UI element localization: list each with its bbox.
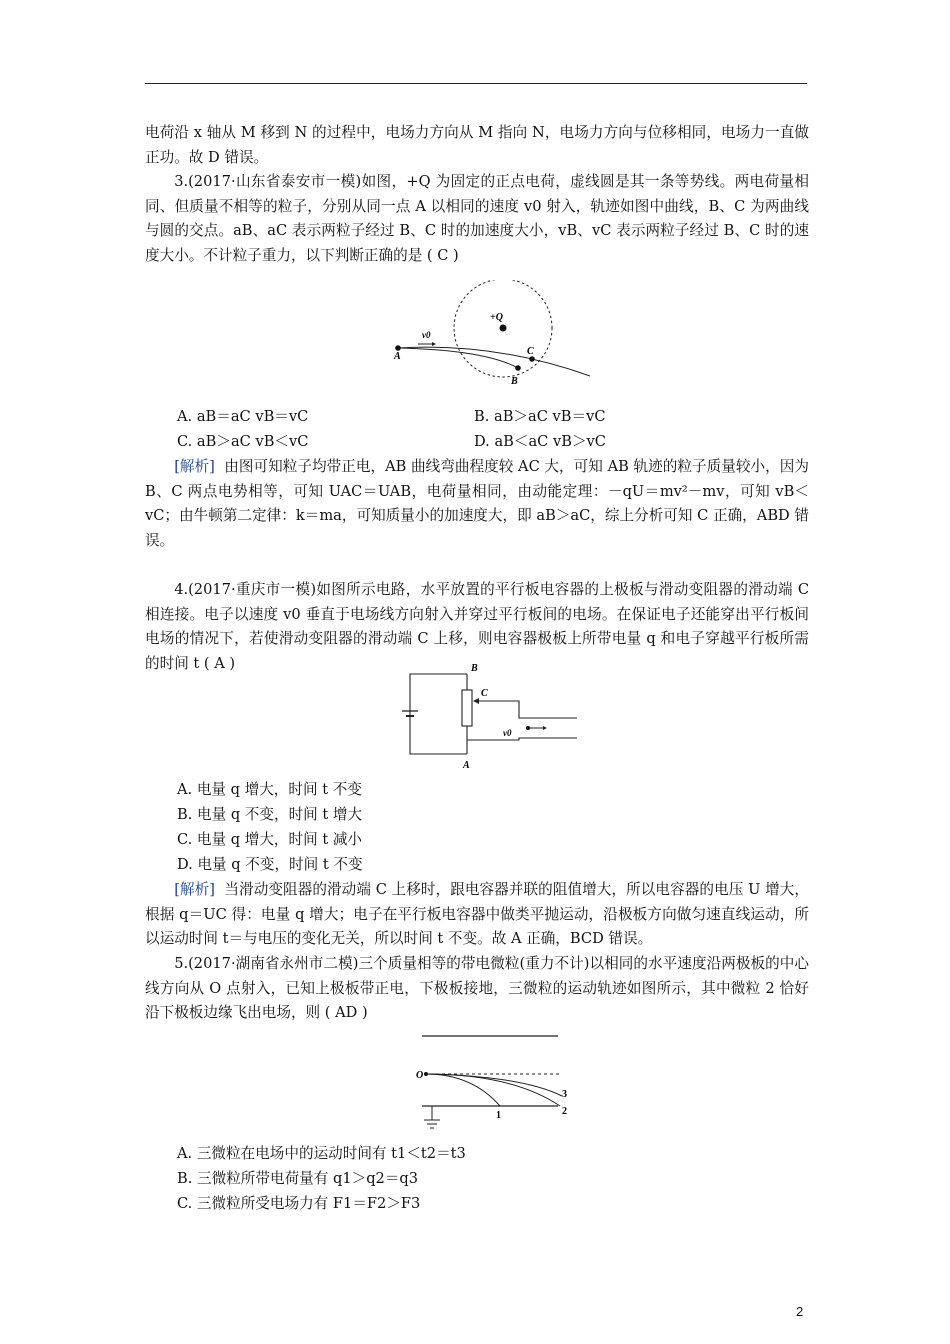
analysis-text: 当滑动变阻器的滑动端 C 上移时，跟电容器并联的阻值增大，所以电容器的电压 U 增大，根据 q＝UC 得：电量 q 增大；电子在平行板电容器中做类平抛运动，沿极板方向做匀速直线运动，所以运动时间 t＝与电压的变化无关，所以时间 t 不变。故 A 正确，BCD 错误。 — [145, 881, 810, 947]
label-b: B — [511, 376, 518, 387]
question-3-figure — [390, 280, 600, 390]
label-b: B — [471, 663, 478, 674]
q5-option-c: C. 三微粒所受电场力有 F1＝F2＞F3 — [177, 1195, 421, 1212]
label-v0: v0 — [503, 728, 512, 738]
trajectory-ab — [398, 348, 518, 368]
label-a: A — [463, 760, 470, 771]
velocity-arrowhead — [432, 342, 436, 346]
question-4-figure — [395, 660, 585, 772]
q3-option-b: B. aB＞aC vB＝vC — [474, 408, 606, 425]
label-c: C — [527, 346, 534, 357]
q4-analysis — [145, 878, 809, 952]
paragraph-continuation: 电荷沿 x 轴从 M 移到 N 的过程中，电场力方向从 M 指向 N，电场力方向与位移相同，电场力一直做正功。故 D 错误。 — [145, 124, 809, 166]
page-number: 2 — [796, 1304, 804, 1319]
point-c-dot — [529, 356, 535, 362]
label-1: 1 — [496, 1110, 501, 1121]
electron-arrowhead — [543, 726, 547, 730]
charge-q-dot — [500, 325, 507, 332]
q3-option-d: D. aB＜aC vB＞vC — [474, 433, 606, 450]
q5-option-b: B. 三微粒所带电荷量有 q1＞q2＝q3 — [177, 1170, 419, 1187]
analysis-tag: [解析] — [174, 458, 215, 475]
circuit-wires — [410, 674, 467, 754]
question-4-stem: 4.(2017·重庆市一模)如图所示电路，水平放置的平行板电容器的上极板与滑动变阻器的滑动端 C 相连接。电子以速度 v0 垂直于电场线方向射入并穿过平行板间的电场。在保证电子还能穿出平行板间电场的情况下，若使滑动变阻器的滑动端 C 上移，则电容器极板上所带电量 q 和电子穿越平行板所需的时间 t ( A ) — [145, 581, 809, 672]
label-a: A — [394, 351, 401, 362]
question-5-figure — [412, 1030, 587, 1138]
trajectory-3 — [426, 1074, 562, 1096]
point-a-dot — [395, 345, 401, 351]
lower-plate-wire — [467, 738, 577, 740]
q3-option-c: C. aB＞aC vB＜vC — [177, 433, 309, 450]
analysis-tag: [解析] — [174, 881, 215, 898]
label-o: O — [416, 1070, 424, 1081]
question-3-stem: 3.(2017·山东省泰安市一模)如图，+Q 为固定的正点电荷，虚线圆是其一条等势线。两电荷量相同、但质量不相等的粒子，分别从同一点 A 以相同的速度 v0 射入，轨迹如图中曲线，B、C 为两曲线与圆的交点。aB、aC 表示两粒子经过 B、C 时的加速度大小，vB、vC 表示两粒子经过 B、C 时的速度大小。不计粒子重力，以下判断正确的是 ( C ) — [145, 173, 809, 264]
q3-analysis — [145, 455, 809, 553]
electron-dot — [526, 726, 530, 730]
q4-option-a: A. 电量 q 增大，时间 t 不变 — [177, 781, 362, 798]
rheostat — [462, 690, 472, 726]
q4-option-b: B. 电量 q 不变，时间 t 增大 — [177, 806, 363, 823]
q4-option-d: D. 电量 q 不变，时间 t 不变 — [177, 856, 363, 873]
header-rule — [145, 83, 807, 84]
point-b-dot — [515, 365, 521, 371]
question-5-stem: 5.(2017·湖南省永州市二模)三个质量相等的带电微粒(重力不计)以相同的水平速度沿两极板的中心线方向从 O 点射入，已知上极板带正电，下极板接地，三微粒的运动轨迹如图所示，其中微粒 2 恰好沿下极板边缘飞出电场，则 ( AD ) — [145, 955, 809, 1021]
label-c: C — [481, 688, 488, 699]
analysis-text: 由图可知粒子均带正电，AB 曲线弯曲程度较 AC 大，可知 AB 轨迹的粒子质量较小，因为 B、C 两点电势相等，可知 UAC＝UAB，电荷量相同，由动能定理：－qU＝mv²－mv，可知 vB＜vC；由牛顿第二定律：k＝ma，可知质量小的加速度大，即 aB＞aC，综上分析可知 C 正确，ABD 错误。 — [145, 458, 809, 549]
slider-arrow — [473, 698, 479, 704]
q5-option-a: A. 三微粒在电场中的运动时间有 t1＜t2＝t3 — [177, 1145, 466, 1162]
q3-option-a: A. aB＝aC vB＝vC — [177, 408, 309, 425]
label-v0: v0 — [422, 330, 431, 340]
trajectory-ac — [398, 347, 590, 376]
upper-plate-wire — [479, 701, 577, 718]
label-3: 3 — [562, 1089, 567, 1100]
q4-option-c: C. 电量 q 增大，时间 t 减小 — [177, 831, 363, 848]
label-plus-q: +Q — [490, 312, 503, 323]
label-2: 2 — [562, 1106, 567, 1117]
